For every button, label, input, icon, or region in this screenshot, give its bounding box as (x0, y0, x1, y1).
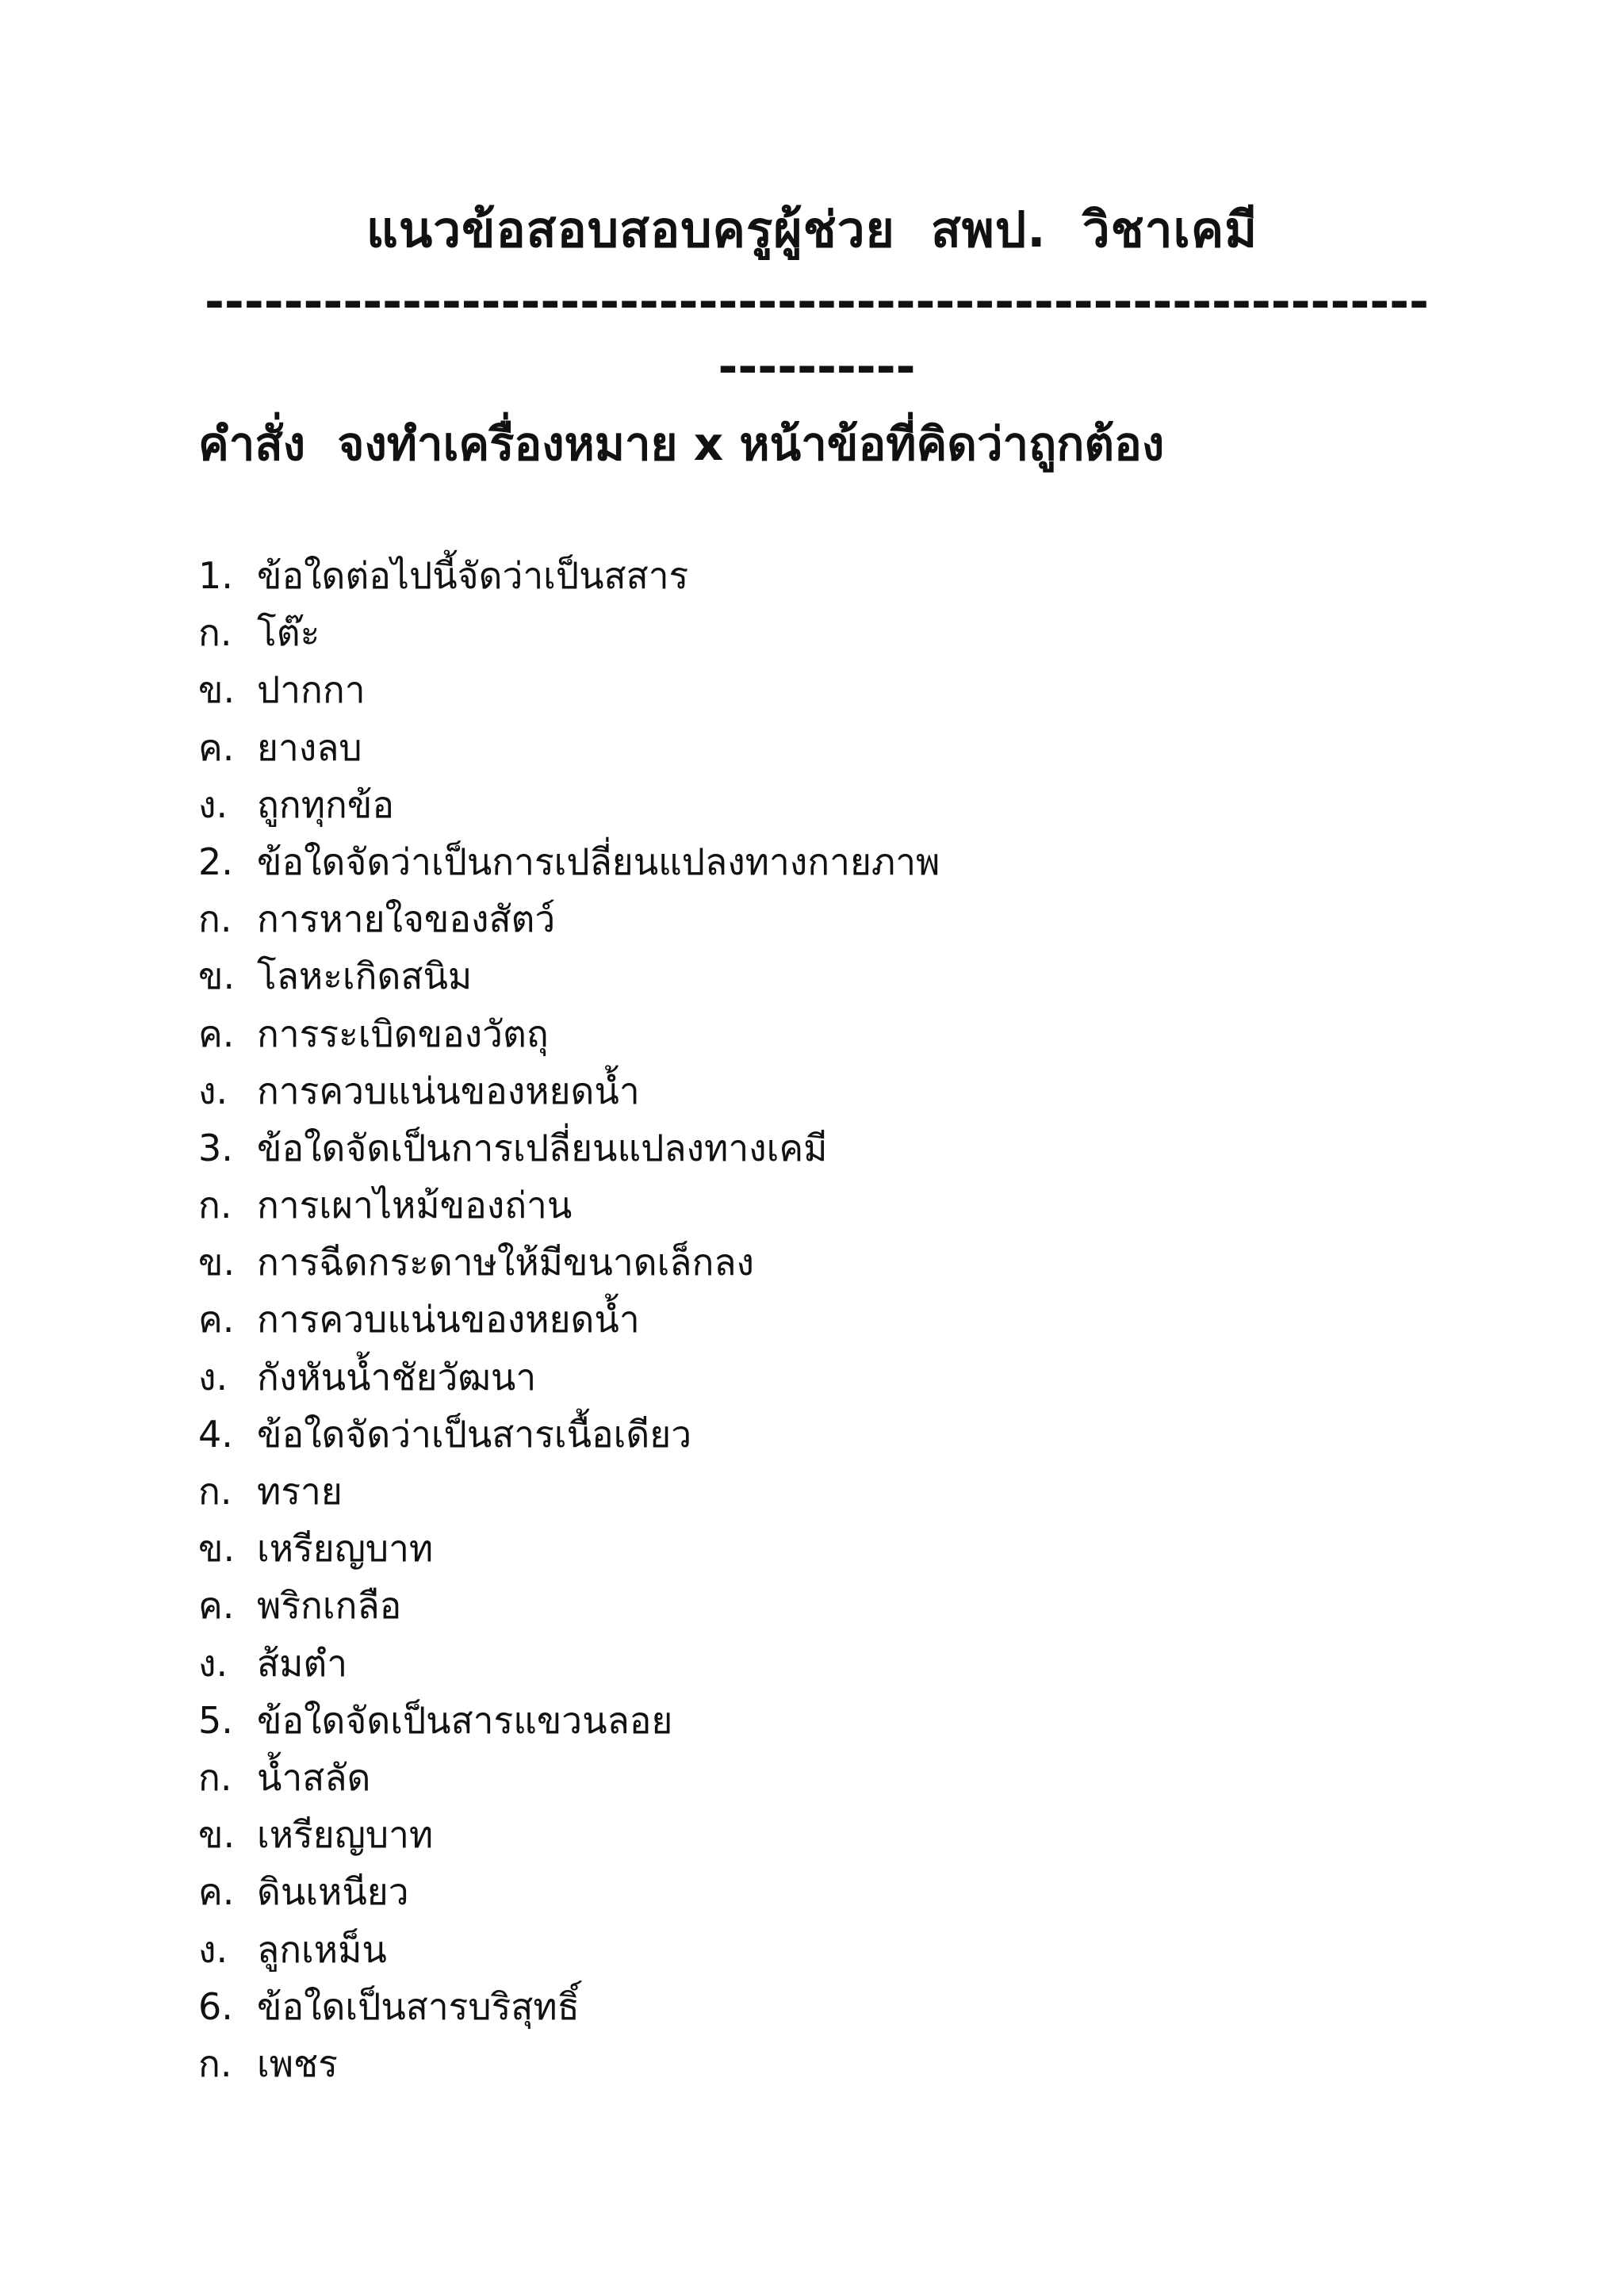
question-number: 5. (198, 1698, 233, 1742)
choice-5-b (198, 1806, 1546, 1863)
choice-3-c (198, 1291, 1546, 1348)
question-text: ข้อใดต่อไปนี้จัดว่าเป็นสสาร (257, 554, 689, 597)
choice-text: เหรียญบาท (257, 1813, 434, 1857)
choice-text: การเผาไหม้ของถ่าน (257, 1184, 573, 1227)
choice-marker: ง. (198, 1355, 228, 1399)
choice-text: ส้มตำ (257, 1641, 348, 1685)
page-title: แนวข้อสอบสอบครูผู้ช่วย สพป. วิชาเคมี (366, 201, 1258, 258)
choice-marker: ค. (198, 1584, 235, 1628)
choice-marker: ก. (198, 611, 232, 655)
choice-marker: ค. (198, 1012, 235, 1055)
choice-3-b (198, 1234, 1546, 1291)
choice-marker: ก. (198, 1755, 232, 1799)
choice-5-d (198, 1921, 1546, 1978)
choice-3-d (198, 1349, 1546, 1406)
choice-marker: ข. (198, 1813, 236, 1857)
choice-marker: ก. (198, 1184, 232, 1227)
choice-marker: ค. (198, 725, 235, 769)
choice-text: กังหันน้ำชัยวัฒนา (257, 1355, 537, 1399)
choice-marker: ข. (198, 668, 236, 712)
question-text: ข้อใดเป็นสารบริสุทธิ์ (257, 1984, 580, 2028)
choice-marker: ข. (198, 955, 236, 998)
choice-1-b (198, 661, 1546, 718)
choice-text: ลูกเหม็น (257, 1927, 387, 1971)
choice-text: การควบแน่นของหยดน้ำ (257, 1069, 640, 1112)
choice-text: ปากกา (257, 668, 366, 712)
choice-text: ยางลบ (257, 725, 362, 769)
question-number: 4. (198, 1412, 233, 1456)
question-number: 3. (198, 1126, 233, 1169)
choice-1-c (198, 719, 1546, 776)
choice-5-c (198, 1863, 1546, 1920)
choice-text: น้ำสลัด (257, 1755, 371, 1799)
choice-marker: ข. (198, 1241, 236, 1284)
choice-6-a (198, 2035, 1546, 2092)
choice-text: พริกเกลือ (257, 1584, 402, 1628)
choice-text: เพชร (257, 2042, 338, 2085)
choice-marker: ก. (198, 897, 232, 941)
question-list (198, 547, 1546, 2092)
choice-text: การควบแน่นของหยดน้ำ (257, 1298, 640, 1341)
choice-text: เหรียญบาท (257, 1527, 434, 1571)
question-2 (198, 833, 1546, 890)
choice-text: ทราย (257, 1470, 343, 1513)
choice-text: การระเบิดของวัตถุ (257, 1012, 549, 1055)
choice-text: โต๊ะ (257, 611, 320, 655)
choice-3-a (198, 1177, 1546, 1234)
question-text: ข้อใดจัดว่าเป็นการเปลี่ยนแปลงทางกายภาพ (257, 840, 940, 883)
question-number: 6. (198, 1984, 233, 2028)
choice-5-a (198, 1749, 1546, 1806)
question-number: 2. (198, 840, 233, 883)
choice-2-b (198, 947, 1546, 1004)
question-6 (198, 1978, 1546, 2035)
question-1 (198, 547, 1546, 604)
choice-4-a (198, 1463, 1546, 1520)
choice-2-a (198, 890, 1546, 947)
choice-marker: ง. (198, 1927, 228, 1971)
question-5 (198, 1692, 1546, 1749)
choice-marker: ง. (198, 1641, 228, 1685)
choice-text: ถูกทุกข้อ (257, 783, 394, 826)
question-text: ข้อใดจัดว่าเป็นสารเนื้อเดียว (257, 1412, 692, 1456)
choice-text: การฉีดกระดาษให้มีขนาดเล็กลง (257, 1241, 754, 1284)
instruction-text: คำสั่ง จงทำเครื่องหมาย x หน้าข้อที่คิดว่าถูกต้อง (198, 417, 1165, 471)
question-text: ข้อใดจัดเป็นสารแขวนลอย (257, 1698, 673, 1742)
question-text: ข้อใดจัดเป็นการเปลี่ยนแปลงทางเคมี (257, 1126, 828, 1169)
choice-text: โลหะเกิดสนิม (257, 955, 473, 998)
choice-text: การหายใจของสัตว์ (257, 897, 556, 941)
question-4 (198, 1406, 1546, 1463)
choice-1-a (198, 604, 1546, 661)
choice-4-b (198, 1520, 1546, 1577)
choice-marker: ก. (198, 2042, 232, 2085)
choice-4-d (198, 1635, 1546, 1692)
question-3 (198, 1119, 1546, 1177)
choice-2-c (198, 1005, 1546, 1062)
choice-marker: ง. (198, 1069, 228, 1112)
choice-text: ดินเหนียว (257, 1870, 409, 1914)
separator-line: ------------------------------------------------------------------------ (205, 274, 1429, 395)
choice-marker: ค. (198, 1870, 235, 1914)
choice-2-d (198, 1062, 1546, 1119)
choice-marker: ข. (198, 1527, 236, 1571)
question-number: 1. (198, 554, 233, 597)
choice-marker: ก. (198, 1470, 232, 1513)
choice-marker: ง. (198, 783, 228, 826)
choice-4-c (198, 1577, 1546, 1634)
choice-marker: ค. (198, 1298, 235, 1341)
choice-1-d (198, 776, 1546, 833)
